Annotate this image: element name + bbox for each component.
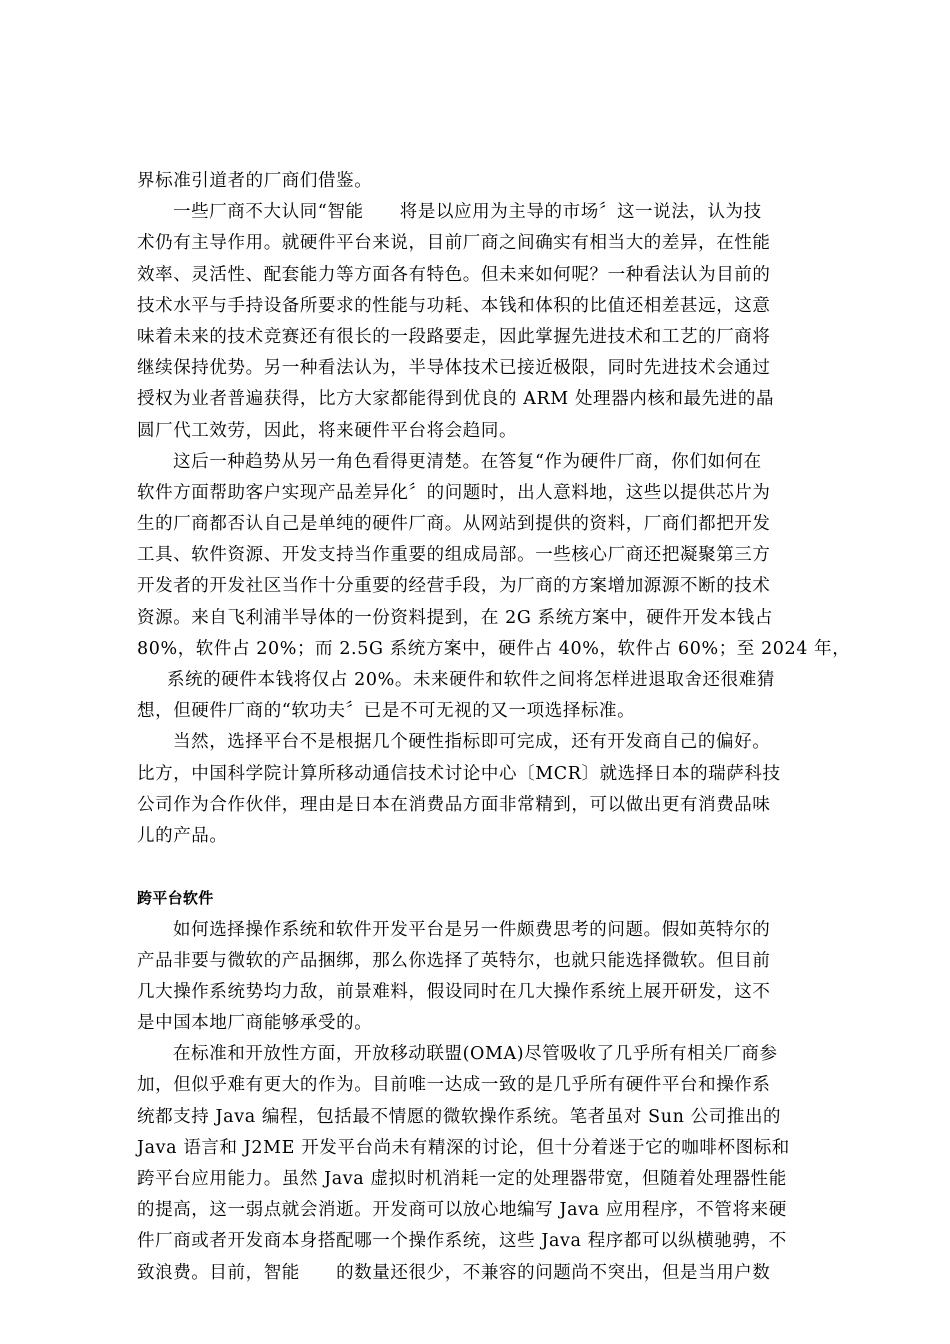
paragraph-2-line-4: 技术水平与手持设备所要求的性能与功耗、本钱和体积的比值还相差甚远，这意 — [137, 295, 771, 316]
paragraph-3-line-5: 开发者的开发社区当作十分重要的经营手段，为厂商的方案增加源源不断的技术 — [137, 576, 771, 597]
paragraph-2-line-7: 授权为业者普遍获得，比方大家都能得到优良的 ARM 处理器内核和最先进的晶 — [137, 389, 775, 410]
paragraph-5-line-1: 如何选择操作系统和软件开发平台是另一件颇费思考的问题。假如英特尔的 — [173, 919, 771, 940]
paragraph-2-line-5: 味着未来的技术竞赛还有很长的一段路要走，因此掌握先进技术和工艺的厂商将 — [137, 326, 771, 347]
paragraph-5-line-3: 几大操作系统势均力敌，前景难料，假设同时在几大操作系统上展开研发，这不 — [137, 981, 771, 1002]
paragraph-6-line-8: 致浪费。目前，智能 的数量还很少，不兼容的问题尚不突出，但是当用户数 — [137, 1262, 771, 1283]
document-body — [137, 166, 851, 1289]
section-heading: 跨平台软件 — [137, 889, 214, 908]
paragraph-6-line-6: 的提高，这一弱点就会消逝。开发商可以放心地编写 Java 应用程序，不管将来硬 — [137, 1200, 787, 1221]
paragraph-3-line-1: 这后一种趋势从另一角色看得更清楚。在答复“作为硬件厂商，你们如何在 — [173, 451, 762, 472]
paragraph-1-line-1: 界标准引道者的厂商们借鉴。 — [137, 171, 373, 191]
paragraph-3-line-6: 资源。来自飞利浦半导体的一份资料提到，在 2G 系统方案中，硬件开发本钱占 — [137, 607, 773, 628]
section-spacer — [137, 852, 827, 883]
paragraph-4-line-1: 当然，选择平台不是根据几个硬性指标即可完成，还有开发商自己的偏好。 — [173, 732, 771, 753]
paragraph-4-line-4: 儿的产品。 — [137, 825, 228, 846]
paragraph-4-line-3: 公司作为合作伙伴，理由是日本在消费品方面非常精到，可以做出更有消费品味 — [137, 794, 771, 815]
paragraph-2-line-1: 一些厂商不大认同“智能 将是以应用为主导的市场〞这一说法，认为技 — [173, 202, 762, 223]
paragraph-6-line-1: 在标准和开放性方面，开放移动联盟(OMA)尽管吸收了几乎所有相关厂商参 — [173, 1044, 778, 1065]
paragraph-5-line-4: 是中国本地厂商能够承受的。 — [137, 1013, 373, 1034]
paragraph-6-line-4: Java 语言和 J2ME 开发平台尚未有精深的讨论，但十分着迷于它的咖啡杯图标和 — [137, 1137, 790, 1158]
paragraph-3-line-2: 软件方面帮助客户实现产品差异化〞的问题时，出人意料地，这些以提供芯片为 — [137, 482, 771, 503]
paragraph-5-line-2: 产品非要与微软的产品捆绑，那么你选择了英特尔，也就只能选择微软。但目前 — [137, 950, 771, 971]
paragraph-2-line-8: 圆厂代工效劳，因此，将来硬件平台将会趋同。 — [137, 420, 518, 441]
paragraph-3-line-9: 想，但硬件厂商的“软功夫〞已是不可无视的又一项选择标准。 — [137, 701, 636, 722]
paragraph-2-line-6: 继续保持优势。另一种看法认为，半导体技术已接近极限，同时先进技术会通过 — [137, 358, 771, 379]
paragraph-3-line-3: 生的厂商都否认自己是单纯的硬件厂商。从网站到提供的资料，厂商们都把开发 — [137, 514, 771, 535]
paragraph-2-line-2: 术仍有主导作用。就硬件平台来说，目前厂商之间确实有相当大的差异，在性能 — [137, 233, 771, 254]
paragraph-6-line-7: 件厂商或者开发商本身搭配哪一个操作系统，这些 Java 程序都可以纵横驰骋，不 — [137, 1231, 787, 1252]
paragraph-3-line-8: 系统的硬件本钱将仅占 20%。未来硬件和软件之间将怎样进退取舍还很难猜 — [167, 670, 775, 690]
paragraph-6-line-3: 统都支持 Java 编程，包括最不情愿的微软操作系统。笔者虽对 Sun 公司推出的 — [137, 1106, 782, 1127]
paragraph-6-line-5: 跨平台应用能力。虽然 Java 虚拟时机消耗一定的处理器带宽，但随着处理器性能 — [137, 1169, 787, 1189]
paragraph-4-line-2: 比方，中国科学院计算所移动通信技术讨论中心〔MCR〕就选择日本的瑞萨科技 — [137, 763, 781, 784]
paragraph-2-line-3: 效率、灵活性、配套能力等方面各有特色。但未来如何呢？一种看法认为目前的 — [137, 264, 771, 285]
paragraph-6-line-2: 加，但似乎难有更大的作为。目前唯一达成一致的是几乎所有硬件平台和操作系 — [137, 1075, 771, 1096]
paragraph-3-line-7: 80%，软件占 20%；而 2.5G 系统方案中，硬件占 40%，软件占 60%；至 2024 年， — [137, 638, 851, 659]
paragraph-3-line-4: 工具、软件资源、开发支持当作重要的组成局部。一些核心厂商还把凝聚第三方 — [137, 545, 771, 566]
